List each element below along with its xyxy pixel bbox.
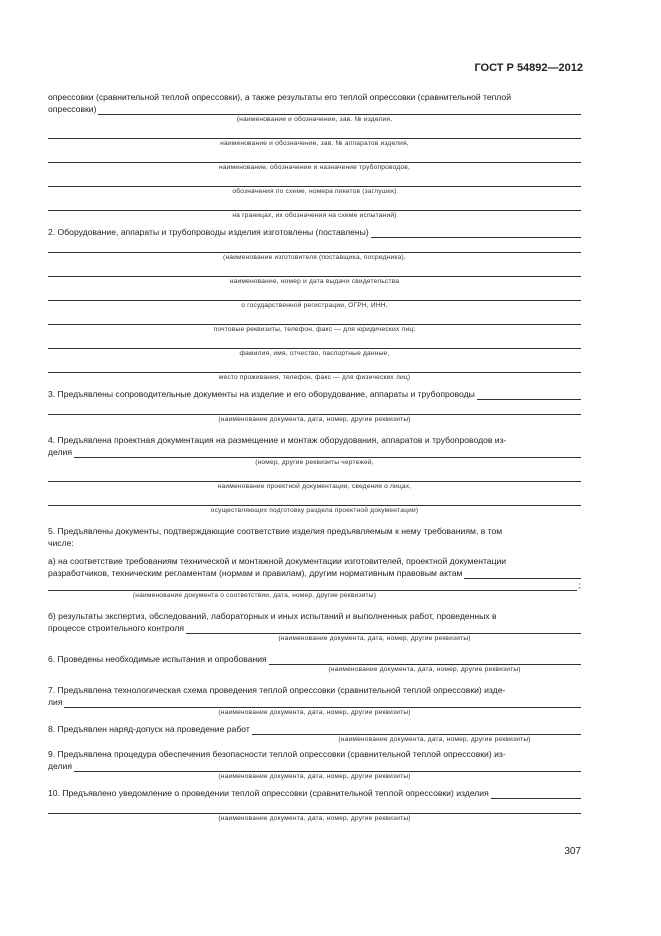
intro-line-2-row [48, 103, 581, 115]
item5b-blank[interactable] [186, 623, 581, 634]
item9-line-2: делия [48, 761, 72, 771]
item4-line-1: 4. Предъявлена проектная документация на размещение и монтаж оборудования, аппаратов и трубопроводов из- [48, 435, 507, 445]
item8-row [48, 723, 581, 735]
item4-caption-2: наименование проектной документации, сведения о лицах, [217, 483, 412, 490]
item2-caption-6: место проживания, телефон, факс — для физических лиц) [218, 374, 411, 381]
item5a-line-3-row [48, 579, 581, 591]
item3-caption: (наименование документа, дата, номер, другие реквизиты) [218, 416, 411, 423]
blank-line[interactable] [48, 124, 581, 139]
item5a-line-1: а) на соответствие требованиям технической и монтажной документации изготовителей, проектной документации [48, 556, 507, 566]
item3-text: 3. Предъявлены сопроводительные документы на изделие и его оборудование, аппараты и трубопроводы [48, 389, 475, 399]
item5a-line-2-row [48, 567, 581, 579]
item5a-caption: (наименование документа о соответствии, дата, номер, другие реквизиты) [132, 592, 377, 599]
intro-caption-3: наименование, обозначение и назначение трубопроводов, [219, 164, 410, 171]
intro-caption-1: (наименование и обозначение, зав. № изделия, [236, 116, 393, 123]
item5a-blank[interactable] [464, 568, 581, 579]
item7-line-2-row [48, 696, 581, 708]
item2-caption-1: (наименование изготовителя (поставщика, посредника), [223, 254, 406, 261]
blank-line[interactable] [48, 196, 581, 211]
blank-line[interactable] [48, 799, 581, 814]
item4-line-2-row [48, 446, 581, 458]
standard-header: ГОСТ Р 54892—2012 [474, 62, 583, 74]
item3-row [48, 388, 581, 400]
item10-caption: (наименование документа, дата, номер, другие реквизиты) [218, 815, 411, 822]
item6-row [48, 653, 581, 665]
item5b-caption: (наименование документа, дата, номер, другие реквизиты) [278, 635, 471, 642]
page-number: 307 [564, 846, 581, 857]
intro-caption-5: на границах, их обозначения на схеме испытаний) [232, 212, 397, 219]
blank-line[interactable] [48, 467, 581, 482]
item5a-semicolon: ; [578, 580, 581, 590]
blank-line[interactable] [48, 334, 581, 349]
item2-row [48, 226, 581, 238]
item10-row [48, 787, 581, 799]
intro-caption-2: наименование и обозначение, зав. № аппаратов изделия, [220, 140, 409, 147]
item6-caption: (наименование документа, дата, номер, другие реквизиты) [328, 666, 521, 673]
item8-caption: (наименование документа, дата, номер, другие реквизиты) [338, 736, 531, 743]
item3-blank[interactable] [477, 389, 581, 400]
item5b-line-1: б) результаты экспертиз, обследований, лабораторных и иных испытаний и выполненных работ, проведенных в [48, 611, 497, 621]
blank-line[interactable] [48, 491, 581, 506]
item8-text: 8. Предъявлен наряд-допуск на проведение работ [48, 724, 250, 734]
item5a-line-2: разработчиков, техническим регламентам (нормам и правилам), другим нормативным правовым актам [48, 568, 463, 578]
blank-line[interactable] [48, 310, 581, 325]
item2-caption-3: о государственной регистрации, ОГРН, ИНН, [241, 302, 388, 309]
blank-line[interactable] [48, 172, 581, 187]
item4-blank[interactable] [74, 447, 581, 458]
item9-blank[interactable] [74, 761, 581, 772]
item5-line-1: 5. Предъявлены документы, подтверждающие соответствие изделия предъявляемым к нему требованиям, в том [48, 526, 503, 536]
blank-line[interactable] [48, 286, 581, 301]
item8-blank[interactable] [252, 724, 581, 735]
item4-caption-1: (номер, другие реквизиты чертежей, [255, 459, 374, 466]
item9-line-1: 9. Предъявлена процедура обеспечения безопасности теплой опрессовки (сравнительной теплой опрессовки) из- [48, 749, 506, 759]
intro-line-1: опрессовки (сравнительной теплой опрессовки), а также результаты его теплой опрессовки (сравнительной теплой [48, 92, 511, 102]
item10-text: 10. Предъявлено уведомление о проведении теплой опрессовки (сравнительной теплой опрессовки) изделия [48, 788, 489, 798]
item5b-line-2-row [48, 622, 581, 634]
blank-line[interactable] [48, 148, 581, 163]
item2-blank[interactable] [371, 227, 581, 238]
item4-caption-3: осуществляющих подготовку раздела проектной документации) [210, 507, 419, 514]
form-body [48, 91, 581, 823]
item2-caption-5: фамилия, имя, отчество, паспортные данные, [239, 350, 390, 357]
blank-line[interactable] [48, 238, 581, 253]
item2-caption-2: наименование, номер и дата выдачи свидетельства [229, 278, 400, 285]
intro-caption-4: обозначения по схеме, номера пикетов (заглушек) [232, 188, 397, 195]
item5a-blank-2[interactable] [48, 580, 577, 591]
item6-text: 6. Проведены необходимые испытания и опробования [48, 654, 267, 664]
item2-caption-4: почтовые реквизиты, телефон, факс — для юридических лиц; [213, 326, 416, 333]
intro-blank[interactable] [98, 104, 581, 115]
blank-line[interactable] [48, 358, 581, 373]
intro-line-2: опрессовки) [48, 104, 97, 114]
item9-line-2-row [48, 760, 581, 772]
item6-blank[interactable] [269, 654, 581, 665]
item5b-line-2: процессе строительного контроля [48, 623, 184, 633]
item7-line-1: 7. Предъявлена технологическая схема проведения теплой опрессовки (сравнительной теплой опрессовки) изде- [48, 685, 506, 695]
item7-blank[interactable] [64, 697, 581, 708]
blank-line[interactable] [48, 262, 581, 277]
item2-text: 2. Оборудование, аппараты и трубопроводы изделия изготовлены (поставлены) [48, 227, 369, 237]
item7-caption: (наименование документа, дата, номер, другие реквизиты) [218, 709, 411, 716]
item9-caption: (наименование документа, дата, номер, другие реквизиты) [218, 773, 411, 780]
item5-line-2: числе: [48, 538, 74, 548]
blank-line[interactable] [48, 400, 581, 415]
item10-blank[interactable] [491, 788, 581, 799]
item7-line-2: лия [48, 697, 63, 707]
item4-line-2: делия [48, 447, 72, 457]
